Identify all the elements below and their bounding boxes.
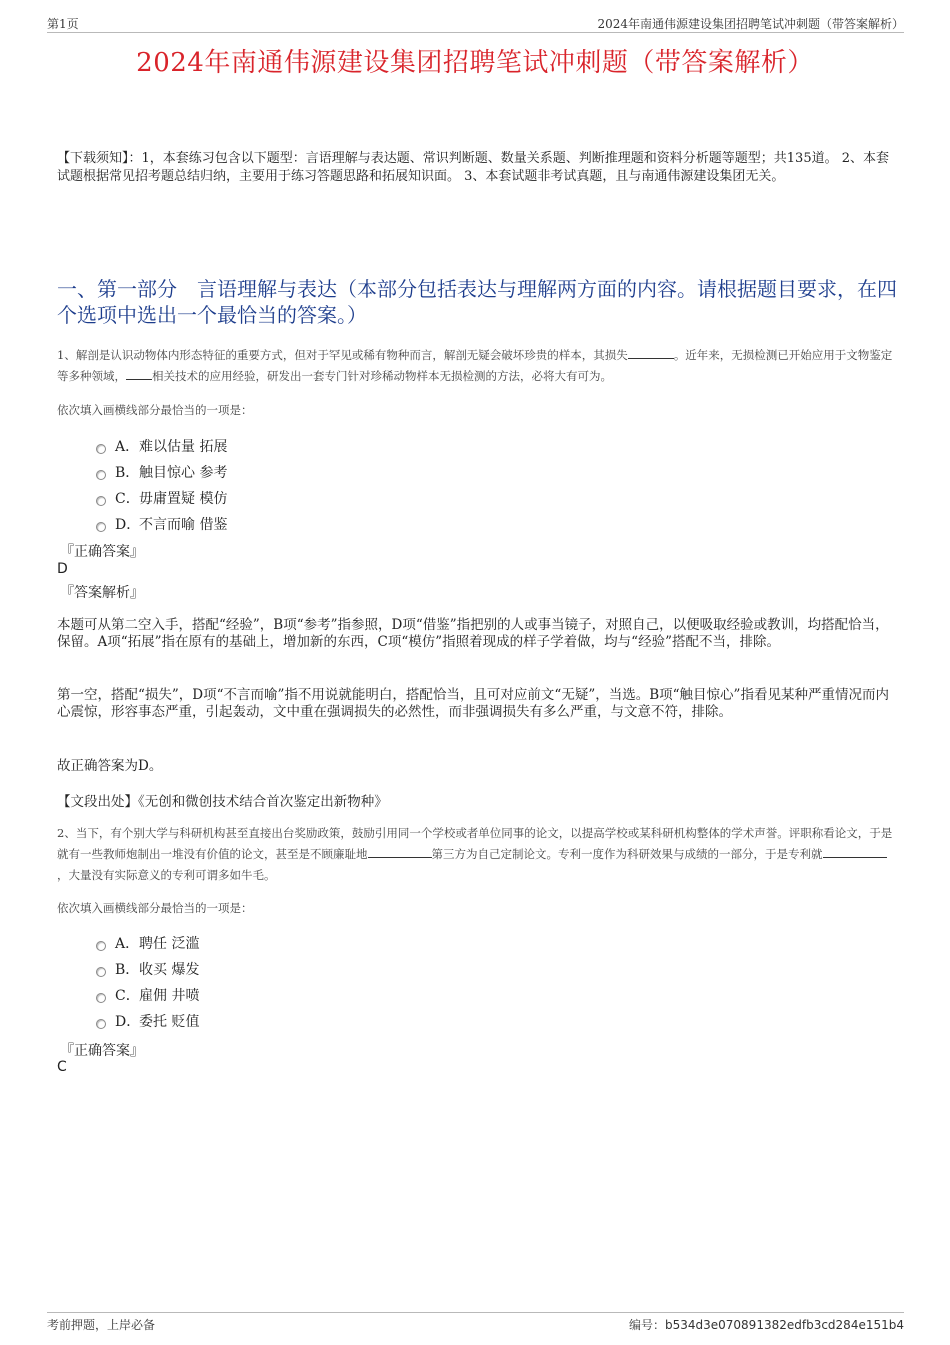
page-number: 第1页 bbox=[47, 17, 79, 31]
correct-answer-value: D bbox=[57, 561, 68, 577]
question-1-prompt: 依次填入画横线部分最恰当的一项是： bbox=[57, 403, 253, 417]
question-2-prompt: 依次填入画横线部分最恰当的一项是： bbox=[57, 901, 253, 915]
passage-source: 【文段出处】《无创和微创技术结合首次鉴定出新物种》 bbox=[57, 794, 388, 810]
footer-slogan: 考前押题，上岸必备 bbox=[47, 1318, 156, 1332]
option-b[interactable]: B． 触目惊心 参考 bbox=[96, 459, 227, 485]
section-heading: 一、第一部分 言语理解与表达（本部分包括表达与理解两方面的内容。请根据题目要求，在四个选项中选出一个最恰当的答案。） bbox=[57, 277, 897, 327]
header-doc-title: 2024年南通伟源建设集团招聘笔试冲刺题（带答案解析） bbox=[597, 17, 904, 31]
radio-icon[interactable] bbox=[96, 444, 106, 454]
radio-icon[interactable] bbox=[96, 967, 106, 977]
document-id: 编号：b534d3e070891382edfb3cd284e151b4 bbox=[628, 1318, 904, 1332]
analysis-paragraph: 本题可从第二空入手，搭配“经验”，B项“参考”指参照，D项“借鉴”指把别的人或事当镜子，对照自己，以便吸取经验或教训，均搭配恰当，保留。A项“拓展”指在原有的基础上，增加新的东西，C项“模仿”指照着现成的样子学着做，均与“经验”搭配不当，排除。 bbox=[57, 617, 889, 650]
fill-blank bbox=[368, 845, 432, 858]
question-2-text: 2、当下，有个别大学与科研机构甚至直接出台奖励政策，鼓励引用同一个学校或者单位同事的论文，以提高学校或某科研机构整体的学术声誉。评职称看论文，于是就有一些教师炮制出一堆没有价值的论文，甚至是不顾廉耻地 第三方为自己定制论文。专利一度作为科研效果与成绩的一部分，于是专利就，大量没有实际意义的专利可谓多如牛毛。 bbox=[57, 826, 893, 882]
option-a[interactable]: A． 聘任 泛滥 bbox=[96, 930, 199, 956]
option-a[interactable]: A． 难以估量 拓展 bbox=[96, 433, 227, 459]
option-b[interactable]: B． 收买 爆发 bbox=[96, 956, 199, 982]
radio-icon[interactable] bbox=[96, 993, 106, 1003]
fill-blank bbox=[823, 845, 887, 858]
page-header bbox=[47, 14, 904, 33]
fill-blank bbox=[628, 346, 674, 359]
radio-icon[interactable] bbox=[96, 522, 106, 532]
option-d[interactable]: D． 委托 贬值 bbox=[96, 1008, 199, 1034]
correct-answer-label: 『正确答案』 bbox=[60, 1043, 144, 1059]
question-1-options bbox=[96, 433, 227, 537]
radio-icon[interactable] bbox=[96, 1019, 106, 1029]
download-notice: 【下载须知】：1，本套练习包含以下题型：言语理解与表达题、常识判断题、数量关系题、判断推理题和资料分析题等题型；共135道。 2、本套试题根据常见招考题总结归纳，主要用于练习答题思路和拓展知识面。 3、本套试题非考试真题，且与南通伟源建设集团无关。 bbox=[57, 151, 889, 184]
question-2-options bbox=[96, 930, 199, 1034]
option-d[interactable]: D． 不言而喻 借鉴 bbox=[96, 511, 227, 537]
answer-analysis-label: 『答案解析』 bbox=[60, 585, 144, 601]
correct-answer-label: 『正确答案』 bbox=[60, 544, 144, 560]
radio-icon[interactable] bbox=[96, 941, 106, 951]
document-title: 2024年南通伟源建设集团招聘笔试冲刺题（带答案解析） bbox=[136, 48, 814, 78]
fill-blank bbox=[126, 367, 152, 380]
radio-icon[interactable] bbox=[96, 496, 106, 506]
radio-icon[interactable] bbox=[96, 470, 106, 480]
analysis-paragraph: 第一空，搭配“损失”，D项“不言而喻”指不用说就能明白，搭配恰当，且可对应前文“无疑”，当选。B项“触目惊心”指看见某种严重情况而内心震惊，形容事态严重，引起轰动，文中重在强调损失的必然性，而非强调损失有多么严重，与文意不符，排除。 bbox=[57, 687, 889, 720]
correct-answer-value: C bbox=[57, 1059, 67, 1075]
question-1-text: 1、解剖是认识动物体内形态特征的重要方式，但对于罕见或稀有物种而言，解剖无疑会破坏珍贵的样本，其损失 。近年来，无损检测已开始应用于文物鉴定等多种领域， 相关技术的应用经验，研发出一套专门针对珍稀动物样本无损检测的方法，必将大有可为。 bbox=[57, 348, 893, 383]
page-footer bbox=[47, 1312, 904, 1333]
option-c[interactable]: C． 雇佣 井喷 bbox=[96, 982, 199, 1008]
analysis-conclusion: 故正确答案为D。 bbox=[57, 758, 163, 774]
option-c[interactable]: C． 毋庸置疑 模仿 bbox=[96, 485, 227, 511]
